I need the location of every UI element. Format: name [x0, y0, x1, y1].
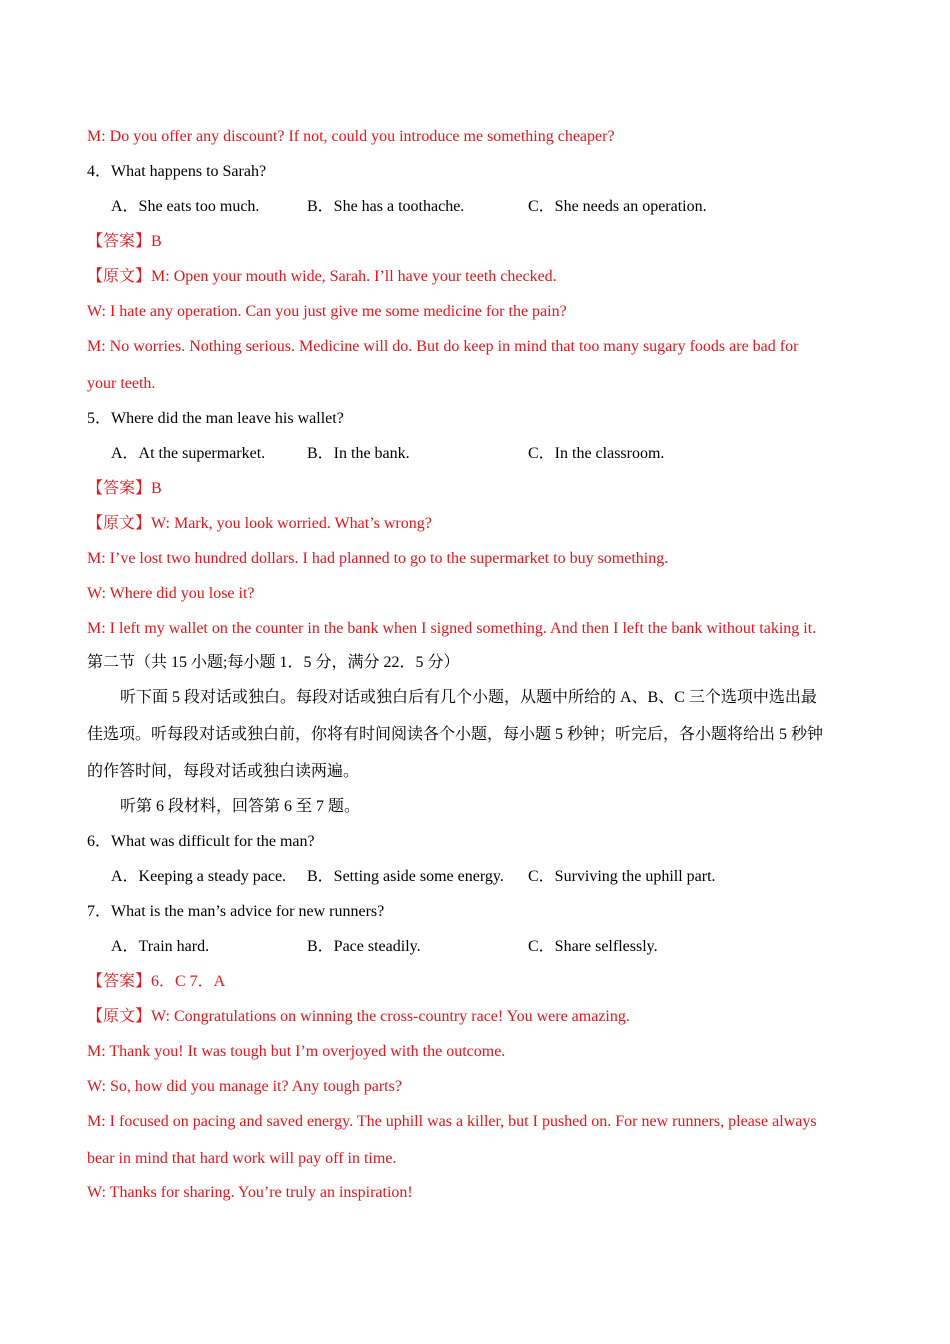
- question-7: 7．What is the man’s advice for new runners?: [87, 903, 385, 920]
- material-6-intro: 听第 6 段材料，回答第 6 至 7 题。: [120, 798, 361, 815]
- instructions-line-3: 的作答时间，每段对话或独白读两遍。: [87, 763, 360, 780]
- instructions-line-2: 佳选项。听每段对话或独白前，你将有时间阅读各个小题，每小题 5 秒钟；听完后，各小题将给出 5 秒钟: [87, 726, 824, 743]
- transcript-5-line-4: M: I left my wallet on the counter in the bank when I signed something. And then I left the bank without taking it.: [87, 620, 817, 637]
- option-4a: A．She eats too much.: [111, 198, 260, 215]
- option-5c: C．In the classroom.: [528, 445, 665, 462]
- transcript-4-line-2: W: I hate any operation. Can you just give me some medicine for the pain?: [87, 303, 567, 320]
- transcript-6-line-1: [87, 1007, 630, 1027]
- transcript-6-line-3: W: So, how did you manage it? Any tough parts?: [87, 1078, 402, 1095]
- transcript-5-line-3: W: Where did you lose it?: [87, 585, 255, 602]
- transcript-5-line-2: M: I’ve lost two hundred dollars. I had planned to go to the supermarket to buy something.: [87, 550, 669, 567]
- question-6: 6．What was difficult for the man?: [87, 833, 315, 850]
- transcript-5-line-1: [87, 514, 432, 534]
- option-7c: C．Share selflessly.: [528, 938, 658, 955]
- transcript-tag: 【原文】: [87, 268, 152, 285]
- answer-6-7: 【答案】6．C 7．A: [87, 973, 226, 990]
- transcript-4-line-4: your teeth.: [87, 375, 156, 392]
- option-4b: B．She has a toothache.: [307, 198, 465, 215]
- transcript-4-line-1: [87, 267, 557, 287]
- transcript-tag: 【原文】: [87, 515, 152, 532]
- transcript-6-line-4: M: I focused on pacing and saved energy. The uphill was a killer, but I pushed on. For new runners, please always: [87, 1113, 817, 1130]
- answer-4: 【答案】B: [87, 233, 162, 250]
- instructions-line-1: 听下面 5 段对话或独白。每段对话或独白后有几个小题，从题中所给的 A、B、C 三个选项中选出最: [120, 689, 817, 706]
- transcript-6-line-5: bear in mind that hard work will pay off in time.: [87, 1150, 397, 1167]
- transcript-6-line-2: M: Thank you! It was tough but I’m overjoyed with the outcome.: [87, 1043, 506, 1060]
- answer-5: 【答案】B: [87, 480, 162, 497]
- dialogue-line: M: Do you offer any discount? If not, could you introduce me something cheaper?: [87, 128, 615, 145]
- option-6c: C．Surviving the uphill part.: [528, 868, 716, 885]
- option-7b: B．Pace steadily.: [307, 938, 421, 955]
- option-5a: A．At the supermarket.: [111, 445, 266, 462]
- transcript-6-line-6: W: Thanks for sharing. You’re truly an inspiration!: [87, 1184, 413, 1201]
- option-6b: B．Setting aside some energy.: [307, 868, 504, 885]
- option-4c: C．She needs an operation.: [528, 198, 707, 215]
- transcript-text: W: Congratulations on winning the cross-country race! You were amazing.: [151, 1008, 630, 1025]
- option-7a: A．Train hard.: [111, 938, 210, 955]
- option-6a: A．Keeping a steady pace.: [111, 868, 287, 885]
- transcript-text: W: Mark, you look worried. What’s wrong?: [151, 515, 432, 532]
- transcript-4-line-3: M: No worries. Nothing serious. Medicine will do. But do keep in mind that too many sugary foods are bad for: [87, 338, 799, 355]
- question-4: 4．What happens to Sarah?: [87, 163, 267, 180]
- transcript-tag: 【原文】: [87, 1008, 152, 1025]
- question-5: 5．Where did the man leave his wallet?: [87, 410, 344, 427]
- option-5b: B．In the bank.: [307, 445, 410, 462]
- section-2-heading: 第二节（共 15 小题;每小题 1．5 分，满分 22．5 分）: [87, 654, 460, 671]
- transcript-text: M: Open your mouth wide, Sarah. I’ll have your teeth checked.: [151, 268, 557, 285]
